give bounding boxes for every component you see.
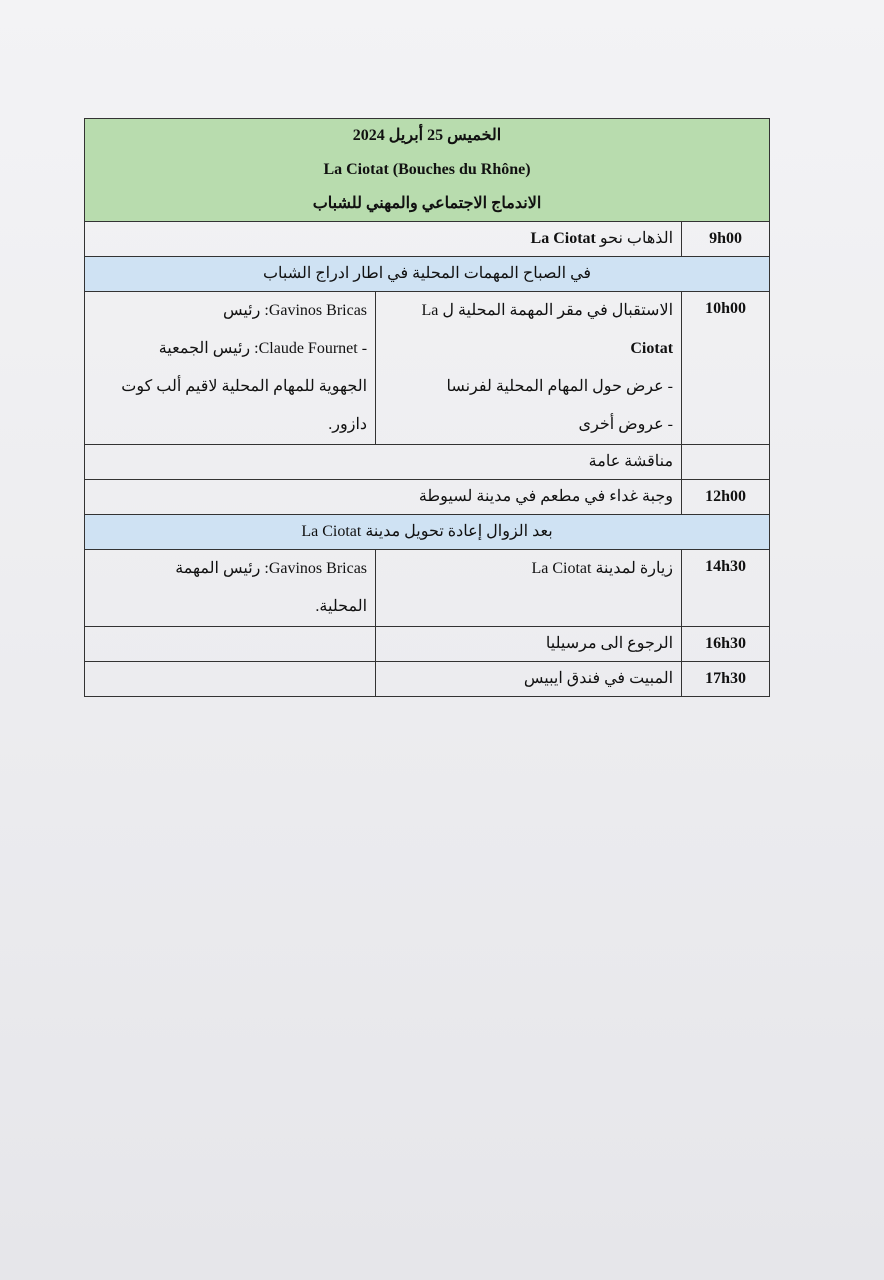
activity-cell: مناقشة عامة (85, 445, 682, 480)
table-row (85, 627, 770, 662)
header-place: La Ciotat (Bouches du Rhône) (323, 161, 531, 178)
activity-cell: وجبة غداء في مطعم في مدينة لسيوطة (85, 480, 682, 515)
header-theme: الاندماج الاجتماعي والمهني للشباب (312, 195, 542, 212)
empty-cell (85, 627, 376, 662)
time-cell (682, 445, 770, 480)
activity-cell: المبيت في فندق ايبيس (376, 662, 682, 697)
time-cell: 10h00 (682, 292, 770, 445)
time-cell: 14h30 (682, 550, 770, 627)
table-row (85, 480, 770, 515)
speaker-cell: Gavinos Bricas: رئيس - Claude Fournet: رئيس الجمعية الجهوية للمهام المحلية لاقيم ألب كوت دازور. (85, 292, 376, 445)
table-row (85, 662, 770, 697)
header-date: الخميس 25 أبريل 2024 (352, 127, 502, 144)
schedule-table (84, 118, 770, 697)
activity-cell: الاستقبال في مقر المهمة المحلية ل La Ciotat - عرض حول المهام المحلية لفرنسا - عروض أخرى (376, 292, 682, 445)
table-row (85, 550, 770, 627)
section-row (85, 515, 770, 550)
speaker-cell: Gavinos Bricas: رئيس المهمة المحلية. (85, 550, 376, 627)
section-label: بعد الزوال إعادة تحويل مدينة La Ciotat (85, 515, 770, 550)
activity-cell: الذهاب نحو La Ciotat (85, 222, 682, 257)
activity-cell: زيارة لمدينة La Ciotat (376, 550, 682, 627)
time-cell: 9h00 (682, 222, 770, 257)
time-cell: 12h00 (682, 480, 770, 515)
time-cell: 16h30 (682, 627, 770, 662)
activity-cell: الرجوع الى مرسيليا (376, 627, 682, 662)
section-row (85, 257, 770, 292)
empty-cell (85, 662, 376, 697)
table-row (85, 445, 770, 480)
table-row (85, 222, 770, 257)
table-row (85, 292, 770, 445)
section-label: في الصباح المهمات المحلية في اطار ادراج الشباب (85, 257, 770, 292)
table-header (85, 119, 770, 222)
time-cell: 17h30 (682, 662, 770, 697)
